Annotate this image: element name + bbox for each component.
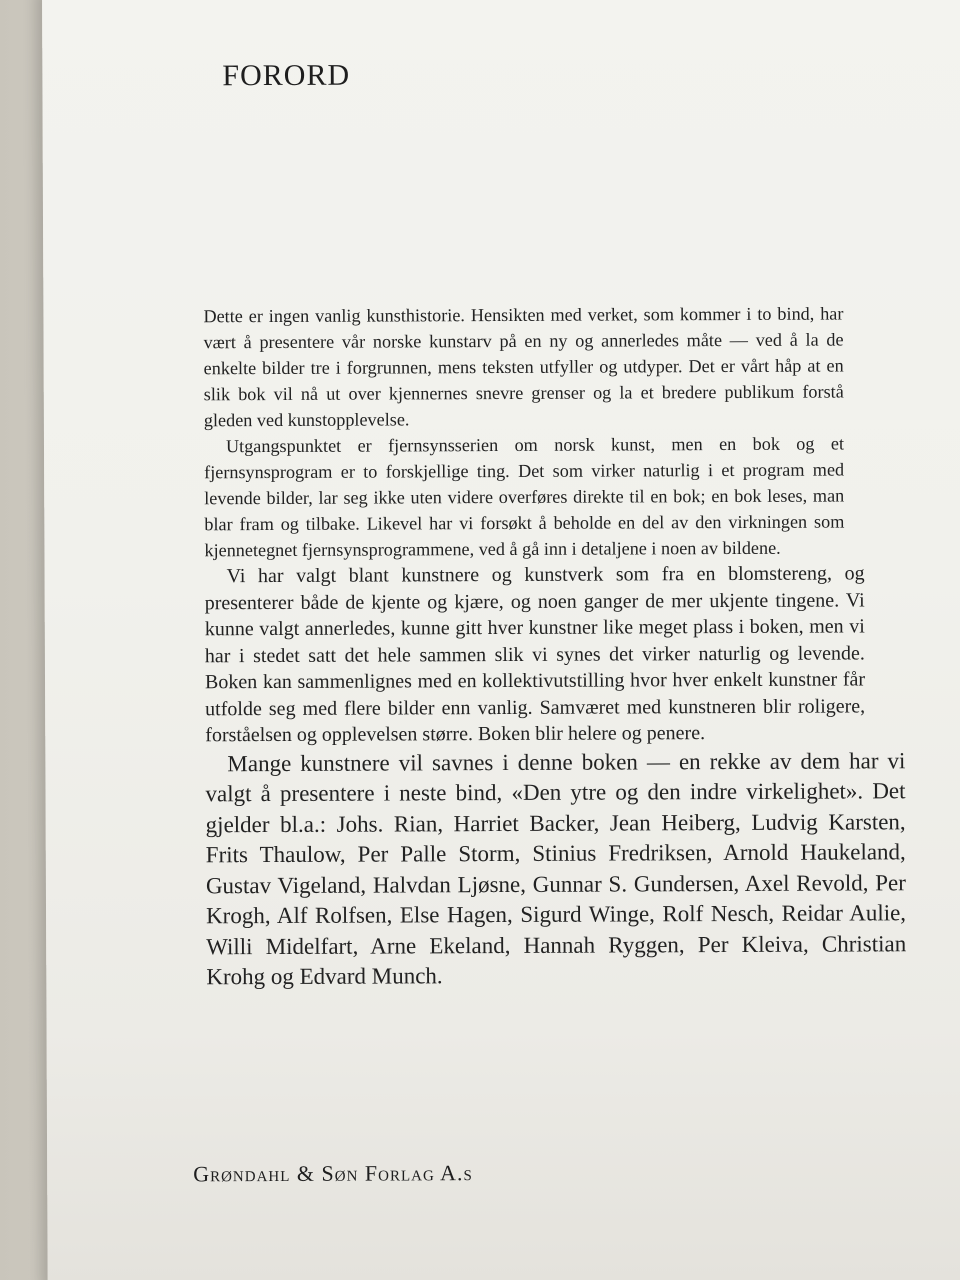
paragraph-4: Mange kunstnere vil savnes i denne boken — en rekke av dem har vi valgt å presentere i neste bind, «Den ytre og den indre virkelighet». Det gjelder bl.a.: Johs. Rian, Harriet Backer, Jean Heiberg, Ludvig Karsten, Frits Thaulow, Per Palle Storm, Stinius Fredriksen, Arnold Haukeland, Gustav Vigeland, Halvdan Ljøsne, Gunnar S. Gundersen, Axel Revold, Per Krogh, Alf Rolfsen, Else Hagen, Sigurd Winge, Rolf Nesch, Reidar Aulie, Willi Midelfart, Arne Ekeland, Hannah Ryggen, Per Kleiva, Christian Krohg og Edvard Munch. <box>205 747 907 990</box>
book-page <box>42 0 960 1280</box>
paragraph-3: Vi har valgt blant kunstnere og kunstverk som fra en blomstereng, og presenterer både de kjente og kjære, og noen ganger de mer ukjente tingene. Vi kunne valgt annerledes, kunne gitt hver kunstner like meget plass i boken, men vi har i stedet satt det hele sammen slik vi synes det virker naturlig og levende. Boken kan sammenlignes med en kollektivutstilling hvor hver enkelt kunstner får utfolde seg med flere bilder enn vanlig. Samværet med kunstneren blir roligere, forståelsen og opplevelsen større. Boken blir helere og penere. <box>204 562 866 747</box>
publisher-imprint: Grøndahl & Søn Forlag A.s <box>193 1160 473 1187</box>
paragraph-1: Dette er ingen vanlig kunsthistorie. Hensikten med verket, som kommer i to bind, har vært å presentere vår norske kunstarv på en ny og annerledes måte — ved å la de enkelte bilder tre i forgrunnen, mens teksten utfyller og utdyper. Det er vårt håp at en slik bok vil nå ut over kjennernes snevre grenser og la et bredere publikum forstå gleden ved kunstopplevelse. <box>203 303 844 431</box>
page-title: FORORD <box>222 58 351 93</box>
paragraph-2: Utgangspunktet er fjernsynsserien om norsk kunst, men en bok og et fjernsynsprogram er to forskjellige ting. Det som virker naturlig i et program med levende bilder, lar seg ikke uten videre overføres direkte til en bok; en bok leses, man blar fram og tilbake. Likevel har vi forsøkt å beholde en del av den virkningen som kjennetegnet fjernsynsprogrammene, ved å gå inn i detaljene i noen av bildene. <box>204 433 845 561</box>
foreword-body <box>203 300 907 993</box>
